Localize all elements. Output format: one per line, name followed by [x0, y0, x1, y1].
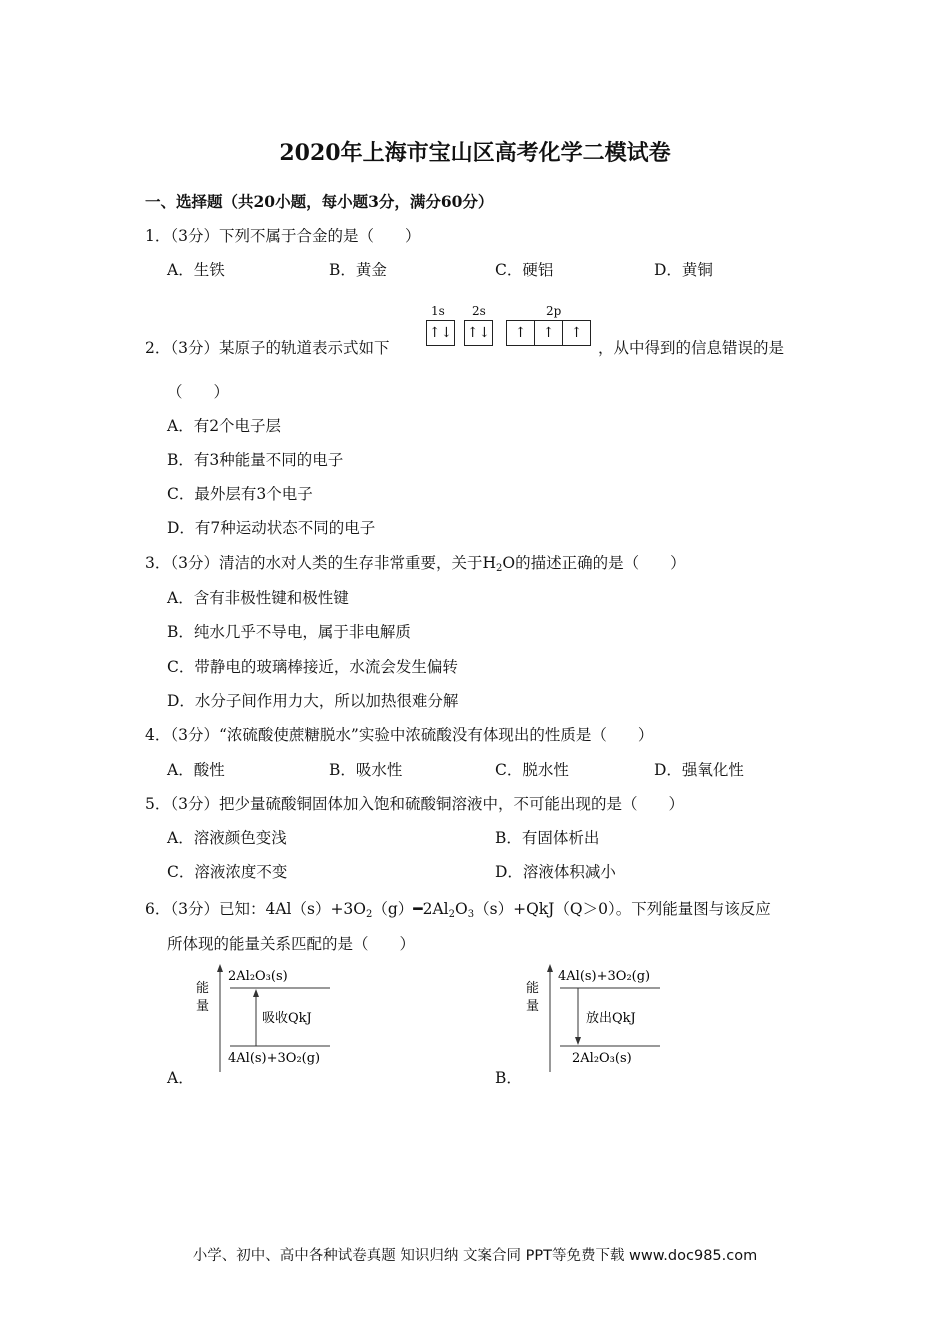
q5-option-c: C．溶液浓度不变	[167, 863, 288, 881]
orbital-cell-1s: ↑↓	[428, 325, 453, 341]
orbital-cell-2p-3: ↑	[570, 325, 583, 341]
q1-option-b: B．黄金	[329, 261, 387, 279]
q4-option-b: B．吸水性	[329, 761, 403, 779]
q3-option-b: B．纯水几乎不导电，属于非电解质	[167, 623, 411, 641]
orbital-cell-2p-2: ↑	[535, 321, 563, 345]
q6-option-b: B．	[495, 1069, 522, 1087]
q1-option-c: C．硬铝	[495, 261, 554, 279]
page-footer: 小学、初中、高中各种试卷真题 知识归纳 文案合同 PPT等免费下载 www.doc985.com	[192, 1248, 758, 1264]
question-3-stem: 3．（3分）清洁的水对人类的生存非常重要，关于$H_2O$的描述正确的是（ ）	[145, 554, 686, 574]
question-2-paren: （ ）	[167, 383, 230, 401]
q1-option-d: D．黄铜	[654, 261, 713, 279]
orbital-box-2s	[464, 320, 493, 346]
diagram-a-bottom-label: 4Al(s)+3O₂(g)	[228, 1051, 321, 1066]
q4-option-c: C．脱水性	[495, 761, 569, 779]
diagram-b-arrow-label: 放出QkJ	[586, 1011, 636, 1026]
q1-option-a: A．生铁	[167, 261, 225, 279]
energy-diagram-b	[520, 962, 670, 1074]
q2-option-d: D．有7种运动状态不同的电子	[167, 519, 376, 537]
question-2-stem-end: ，从中得到的信息错误的是	[598, 339, 785, 357]
axis-label-a-2: 量	[196, 999, 210, 1014]
axis-label-a-1: 能	[196, 981, 210, 996]
q4-option-d: D．强氧化性	[654, 761, 744, 779]
q2-option-a: A．有2个电子层	[167, 417, 282, 435]
question-6-stem: 6．（3分）已知：$4Al(s)+3O_2(g)━2Al_2O_3(s)+QkJ(Q>0)$。下列能量图与该反应	[145, 900, 771, 920]
diagram-b-arrow-head	[575, 1037, 581, 1045]
question-6-stem-line2: 所体现的能量关系匹配的是（ ）	[167, 935, 416, 953]
q5-option-d: D．溶液体积减小	[495, 863, 616, 881]
orbital-cell-2p-1: ↑	[507, 321, 535, 345]
diagram-b-top-label: 4Al(s)+3O₂(g)	[558, 969, 651, 984]
page-title: 2020年上海市宝山区高考化学二模试卷	[279, 140, 671, 166]
q3-option-d: D．水分子间作用力大，所以加热很难分解	[167, 692, 459, 710]
diagram-a-arrow-head	[253, 989, 259, 997]
orbital-box-1s	[426, 320, 455, 346]
orbital-diagram	[422, 304, 602, 348]
question-4-stem: 4．（3分）“浓硫酸使蔗糖脱水”实验中浓硫酸没有体现出的性质是（ ）	[145, 726, 654, 744]
q3-option-a: A．含有非极性键和极性键	[167, 589, 349, 607]
q2-option-c: C．最外层有3个电子	[167, 485, 313, 503]
orbital-label-2s: 2s	[472, 304, 486, 318]
orbital-box-2p	[506, 320, 591, 346]
orbital-cell-2s: ↑↓	[466, 325, 491, 341]
axis-arrow-b	[547, 964, 553, 972]
q4-option-a: A．酸性	[167, 761, 225, 779]
axis-arrow-a	[217, 964, 223, 972]
q5-option-a: A．溶液颜色变浅	[167, 829, 287, 847]
question-2-stem-start: 2．（3分）某原子的轨道表示式如下	[145, 339, 390, 357]
q5-option-b: B．有固体析出	[495, 829, 600, 847]
energy-diagram-a	[190, 962, 340, 1074]
question-1-stem: 1．（3分）下列不属于合金的是（ ）	[145, 227, 421, 245]
diagram-a-arrow-label: 吸收QkJ	[262, 1011, 312, 1026]
orbital-label-2p: 2p	[546, 304, 562, 318]
q2-option-b: B．有3种能量不同的电子	[167, 451, 344, 469]
diagram-b-bottom-label: 2Al₂O₃(s)	[572, 1051, 632, 1066]
q3-option-c: C．带静电的玻璃棒接近，水流会发生偏转	[167, 658, 458, 676]
axis-label-b-1: 能	[526, 981, 540, 996]
question-5-stem: 5．（3分）把少量硫酸铜固体加入饱和硫酸铜溶液中，不可能出现的是（ ）	[145, 795, 684, 813]
axis-label-b-2: 量	[526, 999, 540, 1014]
orbital-label-1s: 1s	[431, 304, 445, 318]
q6-option-a: A．	[167, 1069, 194, 1087]
section-heading: 一、选择题（共20小题，每小题3分，满分60分）	[145, 192, 494, 211]
diagram-a-top-label: 2Al₂O₃(s)	[228, 969, 288, 984]
